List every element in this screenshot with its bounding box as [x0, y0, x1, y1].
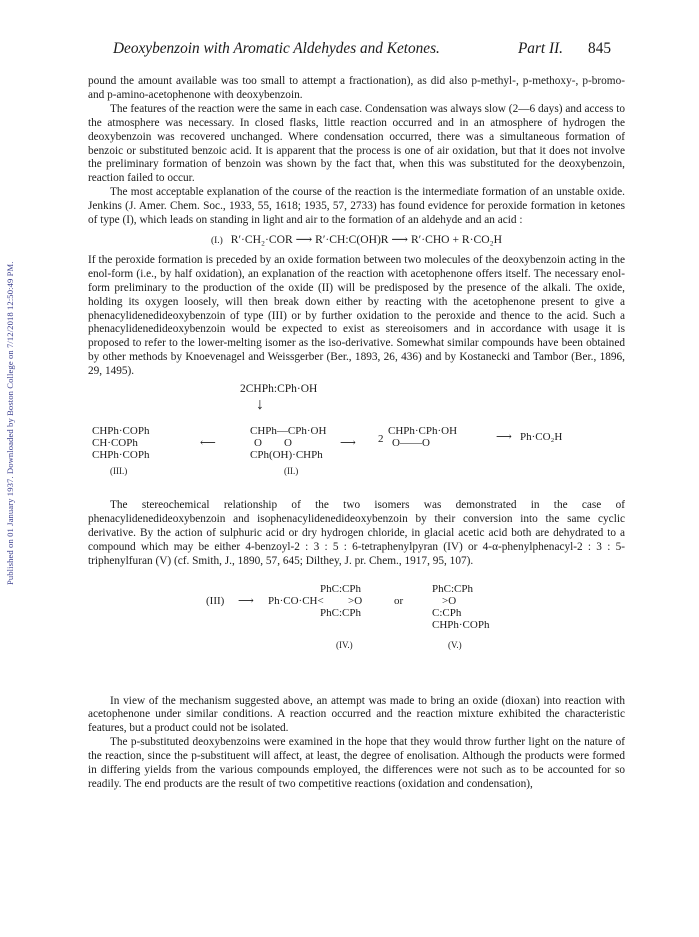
compound-iv-left: Ph·CO·CH< — [268, 594, 324, 607]
equation-1-label: (I.) — [210, 235, 223, 246]
compound-iv-label: (IV.) — [336, 639, 353, 650]
compound-ii-label: (II.) — [284, 466, 299, 477]
equation-1 — [88, 233, 625, 249]
scheme1-arrow-right-1: ⟶ — [340, 437, 356, 450]
compound-iv-top: PhC:CPh — [320, 582, 361, 595]
compound-iii-line-2: CH·COPh — [92, 437, 138, 450]
compound-v-line-4: CHPh·COPh — [432, 618, 490, 631]
reaction-scheme-2 — [88, 575, 625, 687]
compound-ii-line-3: CPh(OH)·CHPh — [250, 449, 323, 462]
scheme2-arrow: ⟶ — [238, 594, 254, 607]
part-label: Part II. — [517, 40, 563, 57]
publication-side-note — [3, 140, 19, 600]
article-body — [88, 75, 625, 792]
scheme2-start: (III) — [206, 594, 225, 607]
side-note-text: Published on 01 January 1937. Downloaded by Boston College on 7/12/2018 12:50:49 PM. — [5, 261, 15, 585]
compound-v-line-2: >O — [442, 594, 457, 607]
compound-v-line-3: C:CPh — [432, 606, 462, 619]
paragraph-3: The most acceptable explanation of the course of the reaction is the intermediate formation of an unstable oxide. Jenkins (J. Amer. Chem. Soc., 1933, 55, 1618; 1935, 57, 2733) has found evidence for peroxide formation in ketones of type (I), which leads on standing in light and air to the formation of an aldehyde and an acid : — [88, 186, 625, 227]
compound-iii-label: (III.) — [110, 466, 128, 477]
equation-1-text: R′·CH₂·COR ⟶ R′·CH:C(OH)R ⟶ R′·CHO + R·CO₂H — [230, 232, 503, 246]
compound-v-label: (V.) — [448, 639, 462, 650]
scheme1-arrow-right-2: ⟶ — [496, 431, 512, 444]
scheme1-arrow-left: ⟵ — [200, 437, 216, 450]
compound-ii-line-1: CHPh—CPh·OH — [250, 425, 327, 438]
peroxide-line-1: CHPh·CPh·OH — [388, 425, 458, 438]
compound-iii-line-3: CHPh·COPh — [92, 449, 150, 462]
paragraph-2: The features of the reaction were the same in each case. Condensation was always slow (2—6 days) and access to the atmosphere was necessary. In closed flasks, little reaction occurred and in an atmosphere of hydrogen the deoxybenzoin was recovered unchanged. Where condensation occurred, there was a simultaneous formation of benzoic or substituted benzoic acid. It is apparent that the process is one of air oxidation, but that it does not involve the preliminary formation of benzoin was shown by the fact that, when this was substituted for the deoxybenzoin, reaction failed to occur. — [88, 102, 625, 185]
running-header — [113, 40, 611, 60]
paragraph-5: The stereochemical relationship of the two isomers was demonstrated in the case of phenacylidenedideoxybenzoin and isophenacylidenedideoxybenzoin by their conversion into the same cyclic derivative. By the action of sulphuric acid or dry hydrogen chloride, in glacial acetic acid both are dehydrated to a compound which may be either 4-benzoyl-2 : 3 : 5 : 6-tetraphenylpyran (IV) or 4-α-phenylphenacyl-2 : 3 : 5-triphenylfuran (V) (cf. Smith, J., 1890, 57, 645; Dilthey, J. pr. Chem., 1917, 95, 107). — [88, 499, 625, 567]
compound-iii-line-1: CHPh·COPh — [92, 425, 150, 438]
paragraph-1: pound the amount available was too small to attempt a fractionation), as did also p-methyl-, p-methoxy-, p-bromo- and p-amino-acetophenone with deoxybenzoin. — [88, 75, 625, 101]
scheme1-coefficient: 2 — [378, 433, 384, 446]
scheme1-start: 2CHPh:CPh·OH — [240, 383, 318, 396]
scheme2-or: or — [394, 594, 404, 607]
compound-v-line-1: PhC:CPh — [432, 582, 473, 595]
compound-iv-oxygen: >O — [348, 594, 363, 607]
paragraph-7: The p-substituted deoxybenzoins were examined in the hope that they would throw further light on the nature of the reaction, since the p-substituent will affect, at least, the degree of enolisation. Although the products were formed in differing yields from the various compounds employed, the differences were not such as to be accounted for so readily. The end products are the result of two competitive reactions (oxidation and condensation), — [88, 736, 625, 790]
peroxide-line-2: O——O — [392, 437, 430, 450]
page-number: 845 — [588, 40, 611, 57]
paragraph-4: If the peroxide formation is preceded by an oxide formation between two molecules of the deoxybenzoin acting in the enol-form (i.e., by half oxidation), an explanation of the reaction with acetophenone offers itself. The necessary enol-form preliminary to the production of the oxide (II) will be predisposed by the presence of the alkali. The oxide, holding its oxygen loosely, will then break down either by reacting with the acetophenone present to give a phenacylidenedideoxybenzoin of type (III) or by further oxidation to the peroxide and thence to the acid. Such a phenacylidenedideoxybenzoin would be expected to exist as stereoisomers and in accordance with usage it is proposed to refer to the lower-melting isomer as the iso-derivative. Somewhat similar compounds have been obtained by other methods by Knoevenagel and Weissgerber (Ber., 1893, 26, 436) and by Kostanecki and Tambor (Ber., 1896, 29, 1495). — [88, 253, 625, 378]
scheme1-product: Ph·CO₂H — [520, 431, 563, 444]
running-title: Deoxybenzoin with Aromatic Aldehydes and Ketones. — [113, 40, 440, 57]
compound-iv-bottom: PhC:CPh — [320, 606, 361, 619]
scheme1-arrow-down: ↓ — [256, 396, 264, 414]
compound-ii-line-2: O O — [254, 437, 292, 450]
reaction-scheme-1 — [88, 381, 625, 489]
paragraph-6: In view of the mechanism suggested above, an attempt was made to bring an oxide (dioxan) into reaction with acetophenone under similar conditions. A reaction occurred and the reaction mixture exhibited the characteristic features, but a product could not be isolated. — [88, 694, 625, 735]
